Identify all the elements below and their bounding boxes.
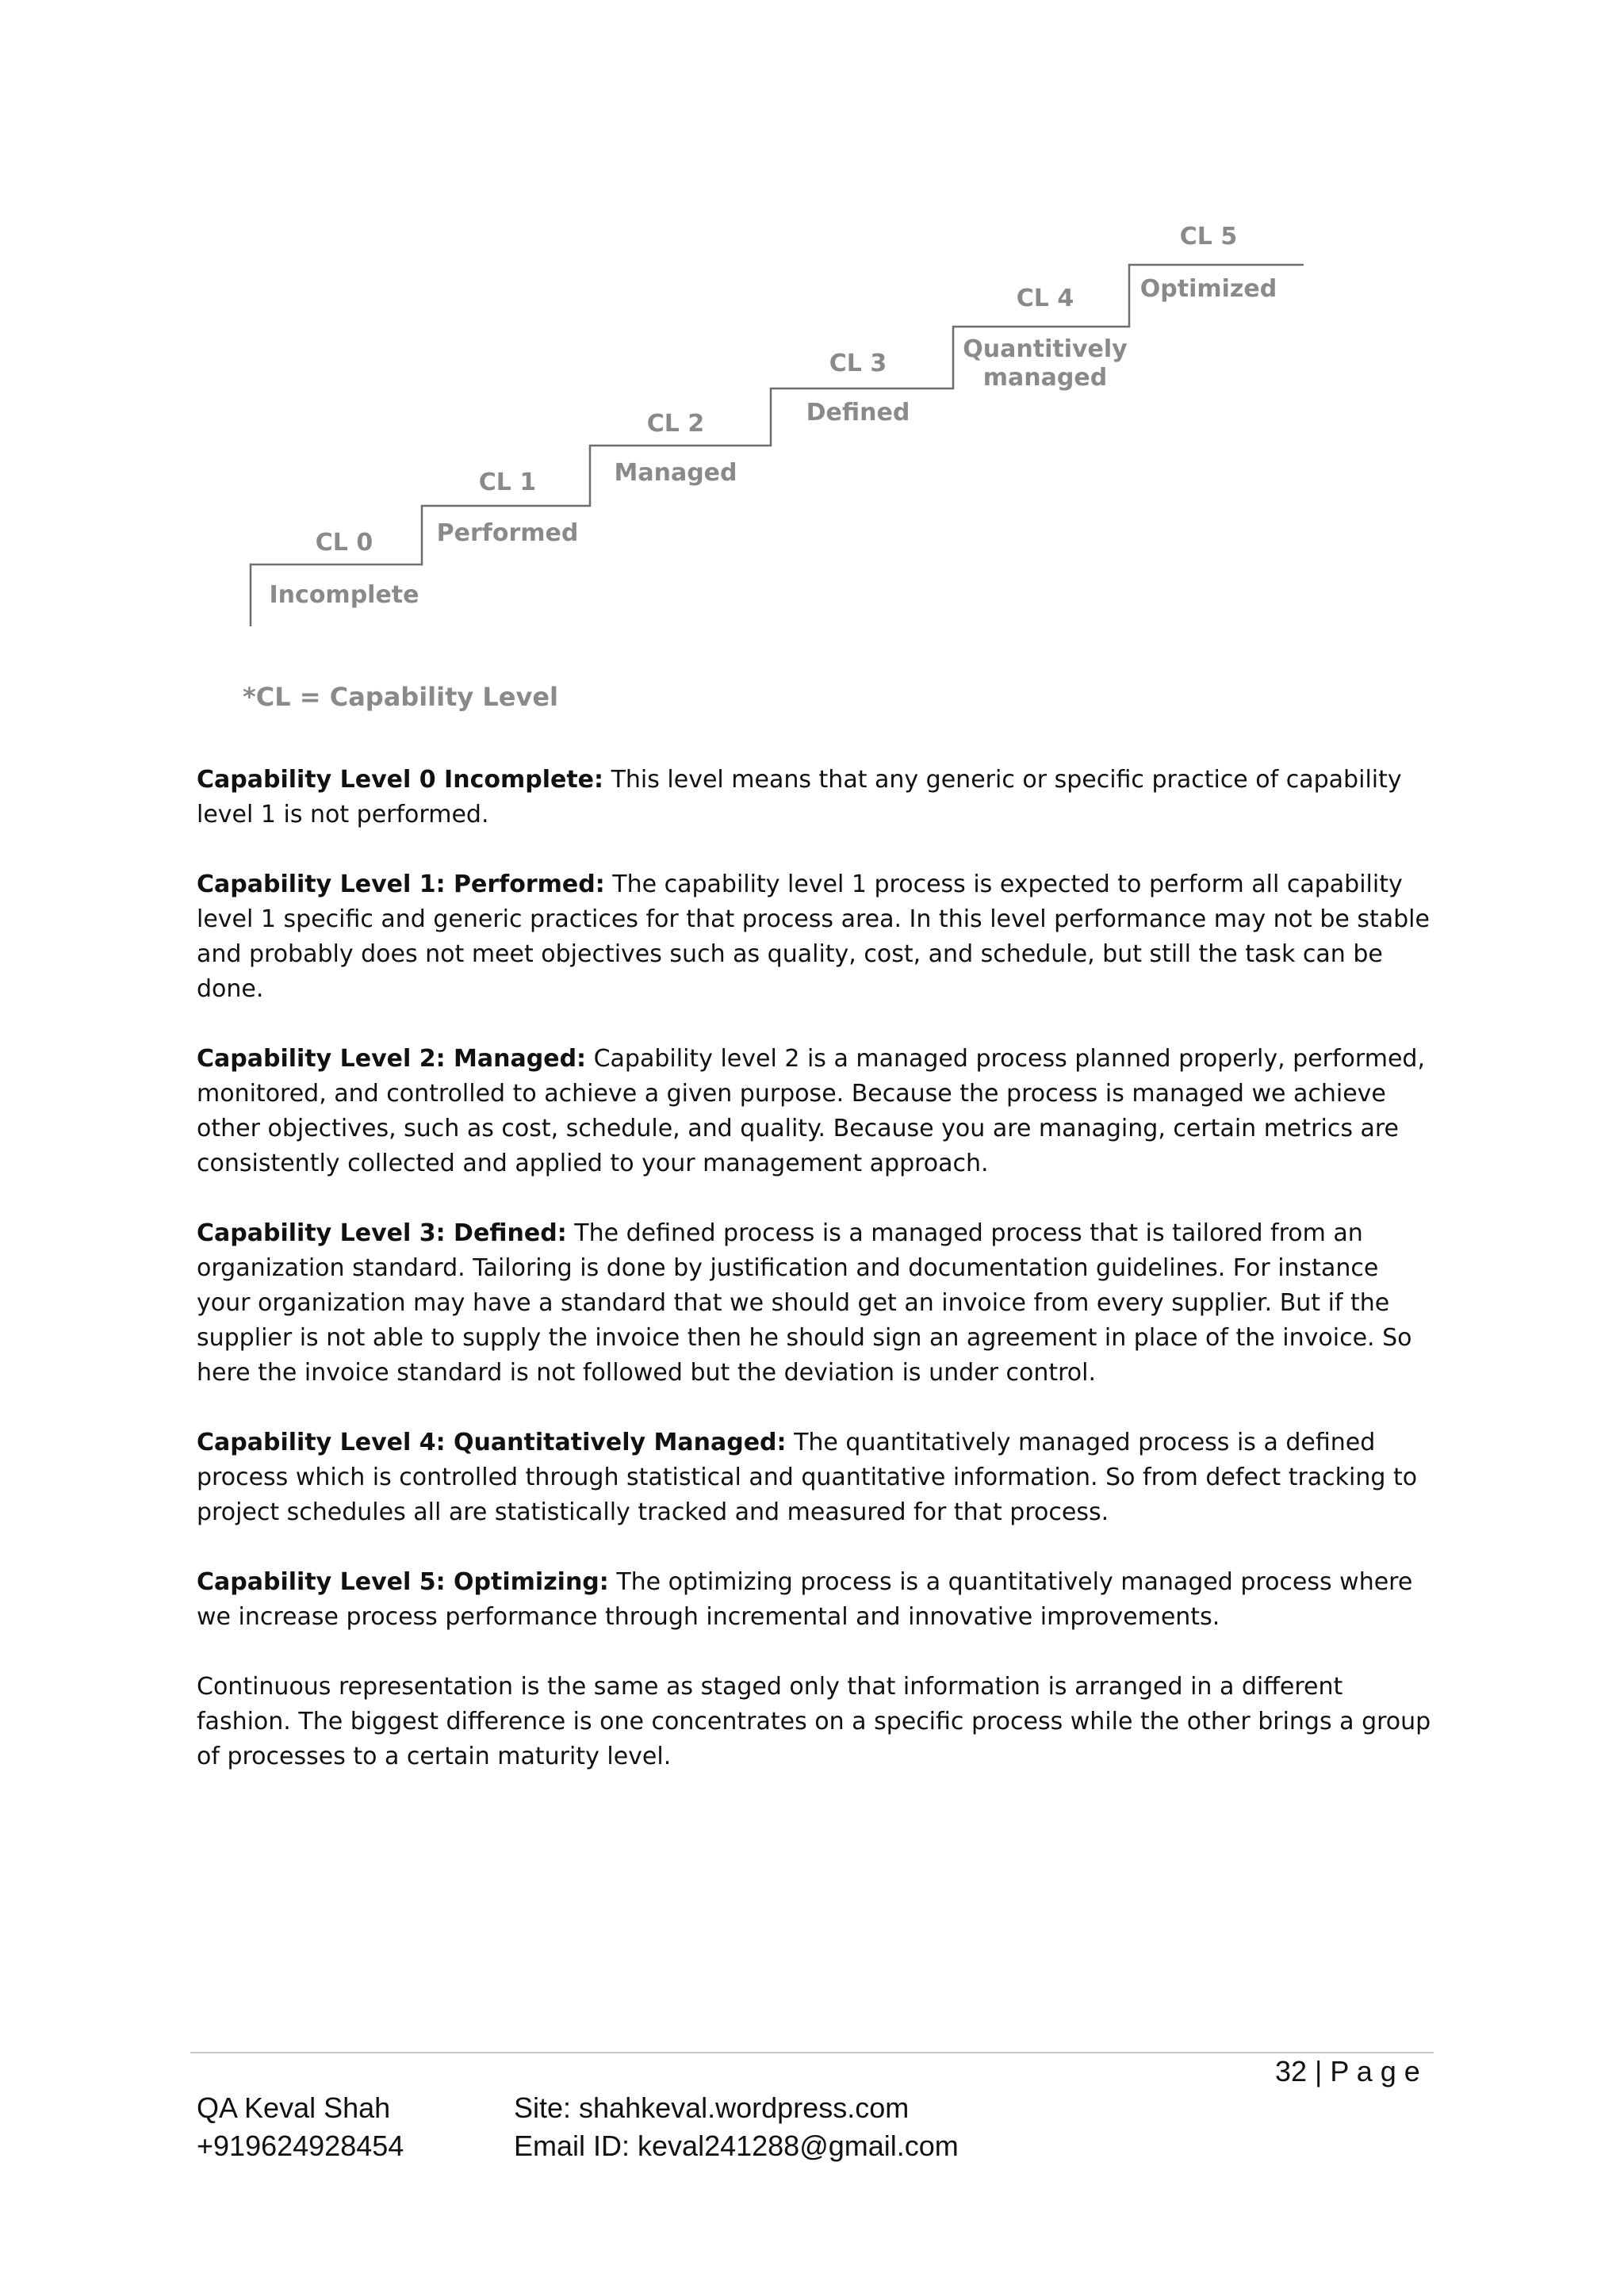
page-number: 32 | P a g e xyxy=(1275,2055,1420,2087)
paragraph xyxy=(197,867,1434,1007)
paragraph-text: Capability level 2 is a managed process planned properly, performed, monitored, and controlled to achieve a given purpose. Because the process is managed we achieve other objectives, such as cost, schedule, and quality. Because you are managing, certain metrics are consistently collected and applied to your management approach. xyxy=(197,1045,1425,1177)
footer-email: Email ID: keval241288@gmail.com xyxy=(514,2130,959,2162)
paragraph xyxy=(197,1216,1434,1391)
level-name-cl2: Managed xyxy=(614,459,737,487)
capability-levels-staircase-diagram xyxy=(0,0,1624,729)
paragraph-text: The optimizing process is a quantitatively managed process where we increase process performance through incremental and innovative improvements. xyxy=(197,1568,1413,1631)
paragraph-heading: Capability Level 0 Incomplete: xyxy=(197,766,604,794)
paragraph-heading: Capability Level 1: Performed: xyxy=(197,871,605,898)
capability-level-note: *CL = Capability Level xyxy=(243,682,559,712)
paragraph xyxy=(197,763,1434,832)
level-name-cl5: Optimized xyxy=(1139,275,1277,303)
level-name-cl0: Incomplete xyxy=(269,581,419,609)
footer-site: Site: shahkeval.wordpress.com xyxy=(514,2091,910,2124)
footer-author: QA Keval Shah xyxy=(197,2091,391,2124)
footer-divider xyxy=(190,2052,1434,2053)
staircase-line xyxy=(251,265,1304,626)
paragraph xyxy=(197,1565,1434,1635)
paragraph xyxy=(197,1670,1434,1774)
paragraph xyxy=(197,1425,1434,1530)
paragraph xyxy=(197,1042,1434,1181)
paragraph-heading: Capability Level 4: Quantitatively Managed: xyxy=(197,1429,787,1456)
level-code-cl1: CL 1 xyxy=(478,469,537,496)
level-name-cl3: Defined xyxy=(806,399,910,427)
level-code-cl3: CL 3 xyxy=(829,350,887,377)
paragraph-text: The defined process is a managed process that is tailored from an organization standard. Tailoring is done by justification and documentation guidelines. For instance your organization may have a standard that we should get an invoice from every supplier. But if the supplier is not able to supply the invoice then he should sign an agreement in place of the invoice. So here the invoice standard is not followed but the deviation is under control. xyxy=(197,1219,1412,1387)
level-code-cl5: CL 5 xyxy=(1179,223,1238,251)
footer-phone: +919624928454 xyxy=(197,2130,404,2162)
paragraph-heading: Capability Level 3: Defined: xyxy=(197,1219,567,1247)
paragraph-heading: Capability Level 2: Managed: xyxy=(197,1045,587,1073)
level-labels xyxy=(270,223,1277,609)
level-name-cl4: managed xyxy=(982,364,1108,392)
paragraph-text: This level means that any generic or specific practice of capability level 1 is not performed. xyxy=(197,766,1402,828)
level-name-cl1: Performed xyxy=(436,519,579,547)
document-body xyxy=(197,763,1434,1809)
level-code-cl4: CL 4 xyxy=(1016,285,1074,312)
paragraph-text: The quantitatively managed process is a defined process which is controlled through statistical and quantitative information. So from defect tracking to project schedules all are statistically tracked and measured for that process. xyxy=(197,1429,1418,1526)
level-name-cl4: Quantitively xyxy=(963,335,1128,363)
paragraph-text: Continuous representation is the same as staged only that information is arranged in a different fashion. The biggest difference is one concentrates on a specific process while the other brings a group of processes to a certain maturity level. xyxy=(197,1673,1431,1770)
paragraph-text: The capability level 1 process is expected to perform all capability level 1 specific and generic practices for that process area. In this level performance may not be stable and probably does not meet objectives such as quality, cost, and schedule, but still the task can be done. xyxy=(197,871,1430,1003)
paragraph-heading: Capability Level 5: Optimizing: xyxy=(197,1568,609,1596)
level-code-cl0: CL 0 xyxy=(315,529,373,557)
level-code-cl2: CL 2 xyxy=(646,410,705,438)
